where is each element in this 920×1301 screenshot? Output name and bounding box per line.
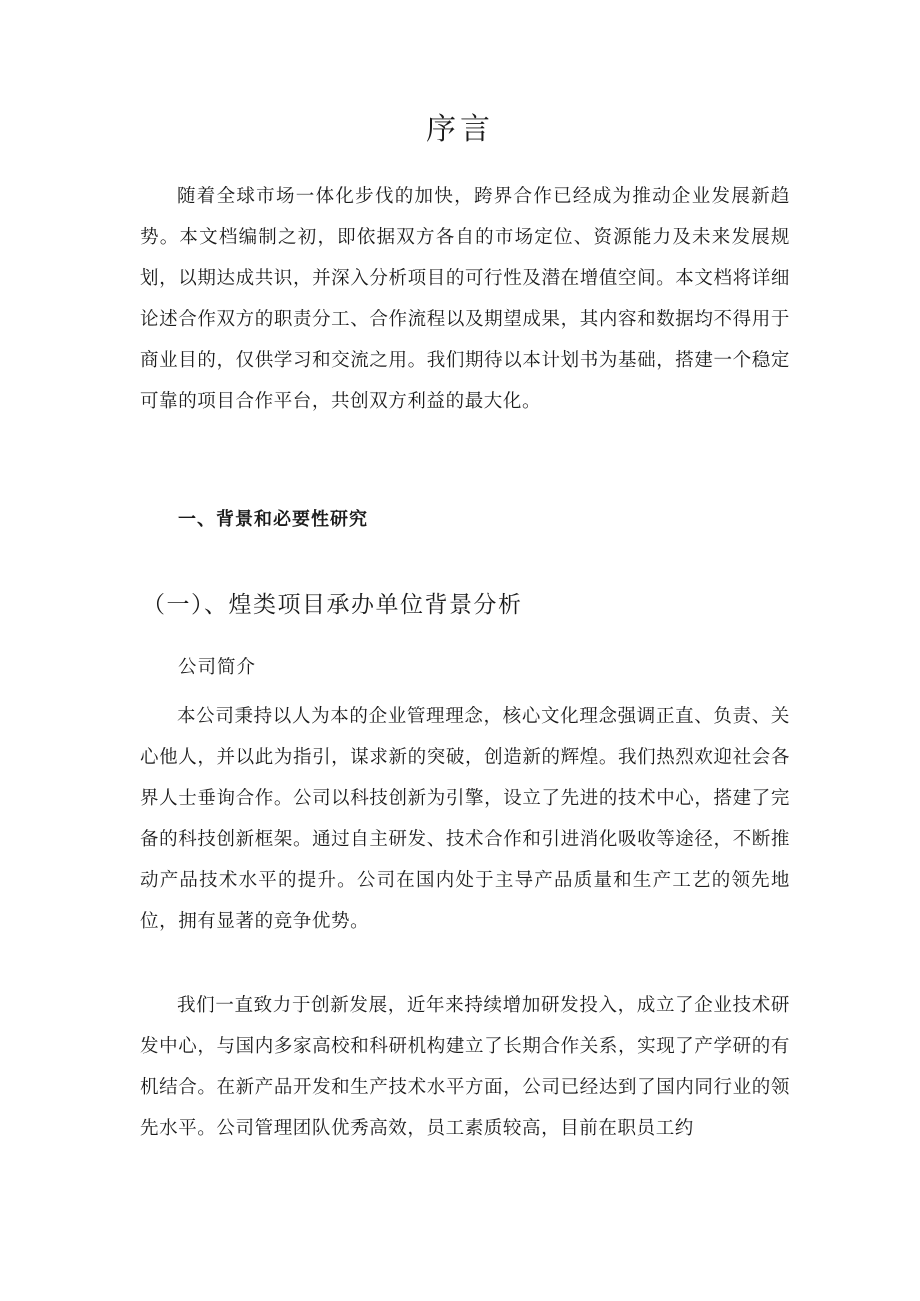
- company-paragraph-1: 本公司秉持以人为本的企业管理理念，核心文化理念强调正直、负责、关心他人，并以此为指引，谋求新的突破，创造新的辉煌。我们热烈欢迎社会各界人士垂询合作。公司以科技创新为引擎，设立了先进的技术中心，搭建了完备的科技创新框架。通过自主研发、技术合作和引进消化吸收等途径，不断推动产品技术水平的提升。公司在国内处于主导产品质量和生产工艺的领先地位，拥有显著的竞争优势。: [140, 706, 790, 932]
- company-paragraph-2: 我们一直致力于创新发展，近年来持续增加研发投入，成立了企业技术研发中心，与国内多家高校和科研机构建立了长期合作关系，实现了产学研的有机结合。在新产品开发和生产技术水平方面，公司已经达到了国内同行业的领先水平。公司管理团队优秀高效，员工素质较高，目前在职员工约: [140, 995, 790, 1139]
- section-heading: 一、背景和必要性研究: [178, 509, 368, 530]
- subsection-heading: （一）、煌类项目承办单位背景分析: [142, 592, 523, 618]
- company-intro-heading: 公司简介: [178, 657, 257, 678]
- preface-paragraph: 随着全球市场一体化步伐的加快，跨界合作已经成为推动企业发展新趋势。本文档编制之初，即依据双方各自的市场定位、资源能力及未来发展规划，以期达成共识，并深入分析项目的可行性及潜在增值空间。本文档将详细论述合作双方的职责分工、合作流程以及期望成果，其内容和数据均不得用于商业目的，仅供学习和交流之用。我们期待以本计划书为基础，搭建一个稳定可靠的项目合作平台，共创双方利益的最大化。: [140, 186, 790, 412]
- document-title: 序言: [426, 112, 494, 147]
